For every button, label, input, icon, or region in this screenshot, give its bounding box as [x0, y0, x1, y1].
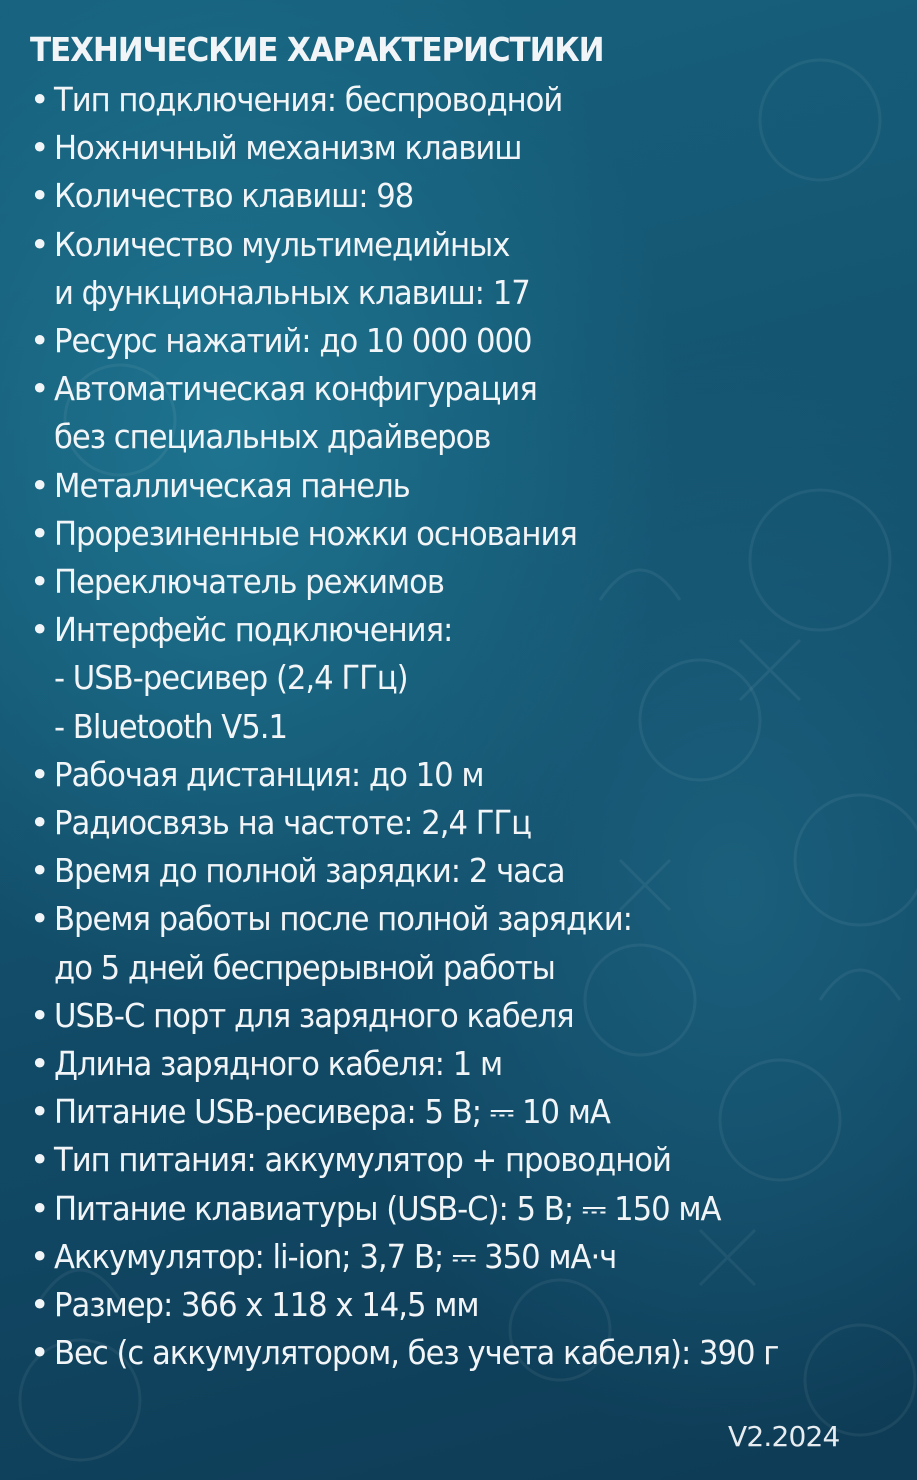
bullet-icon: •	[30, 465, 49, 505]
spec-text-line: Рабочая дистанция: до 10 м	[54, 754, 484, 794]
spec-item	[28, 1088, 888, 1136]
spec-text-line: Вес (с аккумулятором, без учета кабеля): 390 г	[54, 1333, 779, 1373]
bullet-icon: •	[30, 610, 49, 650]
spec-text-line: Ресурс нажатий: до 10 000 000	[54, 321, 532, 361]
spec-text-line: Время до полной зарядки: 2 часа	[54, 851, 565, 891]
page-title: ТЕХНИЧЕСКИЕ ХАРАКТЕРИСТИКИ	[30, 30, 604, 69]
spec-text-line: Тип подключения: беспроводной	[54, 80, 563, 119]
spec-text-line: Питание клавиатуры (USB-C): 5 В; ⎓ 150 мА	[54, 1188, 721, 1228]
spec-text-line: - Bluetooth V5.1	[54, 706, 288, 746]
spec-sheet	[28, 26, 888, 1377]
spec-item	[28, 124, 888, 172]
spec-item	[28, 992, 888, 1040]
spec-item	[28, 751, 888, 799]
bullet-icon: •	[30, 369, 49, 409]
spec-text-line: Размер: 366 x 118 x 14,5 мм	[54, 1285, 479, 1325]
spec-text-line: Интерфейс подключения:	[54, 610, 453, 650]
spec-text-line: без специальных драйверов	[54, 417, 491, 457]
spec-item	[28, 558, 888, 606]
spec-text-line: Время работы после полной зарядки:	[54, 899, 632, 939]
bullet-icon: •	[30, 176, 49, 216]
spec-text-line: Длина зарядного кабеля: 1 м	[54, 1044, 503, 1084]
spec-item	[28, 1329, 888, 1377]
spec-item	[28, 1281, 888, 1329]
bullet-icon: •	[30, 754, 49, 794]
spec-text-line: Питание USB-ресивера: 5 В; ⎓ 10 мА	[54, 1092, 610, 1132]
spec-text-line: Металлическая панель	[54, 465, 410, 505]
version-label: V2.2024	[728, 1420, 840, 1453]
spec-text-line: Автоматическая конфигурация	[54, 369, 537, 409]
spec-list	[28, 76, 888, 1377]
spec-text-line: Количество клавиш: 98	[54, 176, 414, 216]
spec-text-line: до 5 дней беспрерывной работы	[54, 947, 555, 987]
spec-text-line: Ножничный механизм клавиш	[54, 128, 522, 168]
spec-item	[28, 1136, 888, 1184]
bullet-icon: •	[30, 321, 49, 361]
bullet-icon: •	[30, 803, 49, 843]
bullet-icon: •	[30, 80, 49, 119]
bullet-icon: •	[30, 513, 49, 553]
bullet-icon: •	[30, 224, 49, 264]
spec-item	[28, 221, 888, 317]
bullet-icon: •	[30, 851, 49, 891]
bullet-icon: •	[30, 1188, 49, 1228]
spec-item	[28, 1185, 888, 1233]
spec-item	[28, 510, 888, 558]
spec-item	[28, 317, 888, 365]
bullet-icon: •	[30, 995, 49, 1035]
bullet-icon: •	[30, 1236, 49, 1276]
bullet-icon: •	[30, 1044, 49, 1084]
bullet-icon: •	[30, 128, 49, 168]
spec-text-line: и функциональных клавиш: 17	[54, 272, 530, 312]
spec-item	[28, 365, 888, 461]
bullet-icon: •	[30, 1285, 49, 1325]
bullet-icon: •	[30, 1140, 49, 1180]
bullet-icon: •	[30, 1092, 49, 1132]
spec-item	[28, 799, 888, 847]
spec-text-line: Количество мультимедийных	[54, 224, 510, 264]
spec-item	[28, 847, 888, 895]
bullet-icon: •	[30, 562, 49, 602]
spec-item	[28, 606, 888, 751]
bullet-icon: •	[30, 899, 49, 939]
spec-item	[28, 895, 888, 991]
spec-item	[28, 76, 888, 124]
spec-text-line: Переключатель режимов	[54, 562, 444, 602]
spec-text-line: USB-C порт для зарядного кабеля	[54, 995, 574, 1035]
bullet-icon: •	[30, 1333, 49, 1373]
spec-text-line: Радиосвязь на частоте: 2,4 ГГц	[54, 803, 531, 843]
spec-text-line: Тип питания: аккумулятор + проводной	[54, 1140, 671, 1180]
spec-text-line: - USB-ресивер (2,4 ГГц)	[54, 658, 408, 698]
spec-item	[28, 1040, 888, 1088]
spec-item	[28, 172, 888, 220]
spec-text-line: Прорезиненные ножки основания	[54, 513, 577, 553]
spec-item	[28, 462, 888, 510]
spec-item	[28, 1233, 888, 1281]
spec-text-line: Аккумулятор: li-ion; 3,7 В; ⎓ 350 мА·ч	[54, 1236, 617, 1276]
